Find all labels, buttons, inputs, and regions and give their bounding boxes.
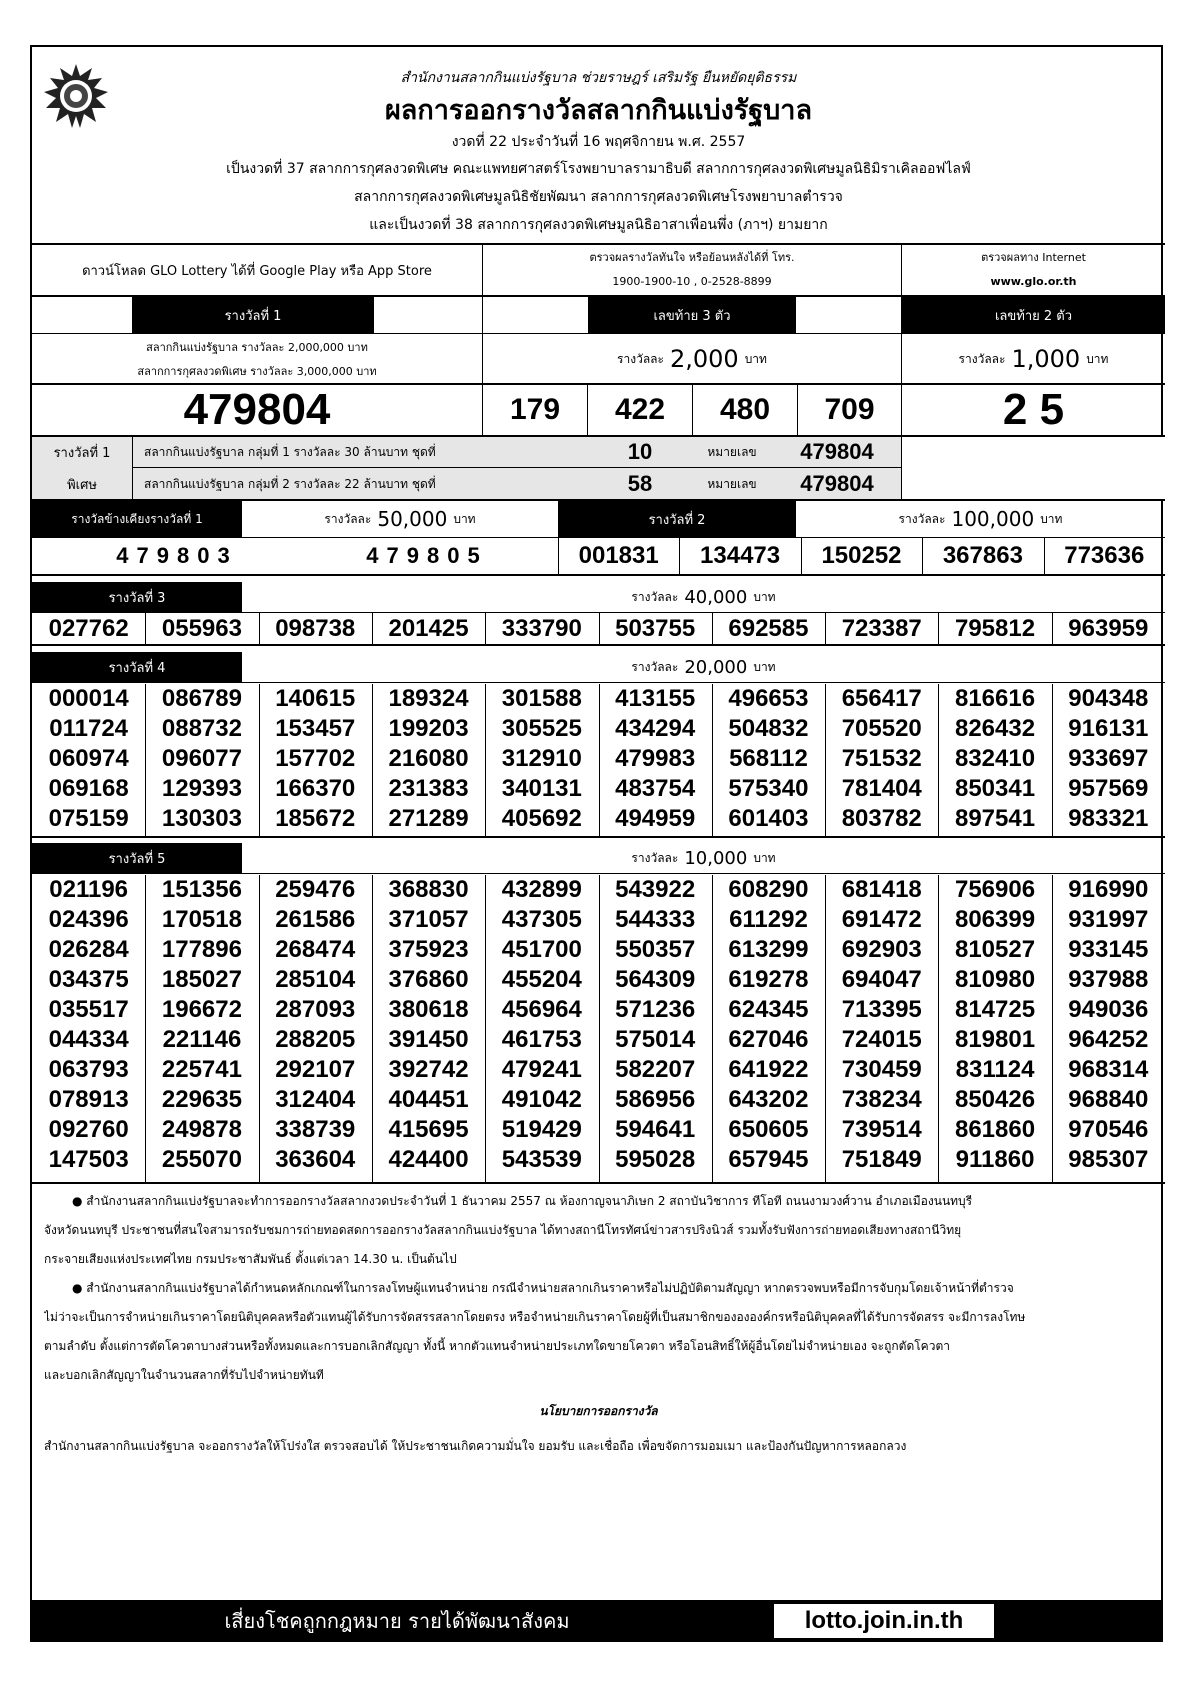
fifth-prize-number: 544333 [615, 906, 696, 933]
fourth-prize-number: 494959 [615, 805, 696, 832]
special-row2-num-label: หมายเลข [707, 476, 757, 491]
third-prize-number: 333790 [501, 614, 582, 642]
fifth-prize-number: 831124 [955, 1056, 1035, 1083]
header-line-3: และเป็นงวดที่ 38 สลากการกุศลงวดพิเศษมูลนิธิอาสาเพื่อนพึ่ง (ภาฯ) ยามยาก [369, 217, 828, 233]
fifth-prize-number: 229635 [161, 1086, 242, 1113]
fifth-prize-number: 026284 [48, 936, 129, 963]
fourth-prize-number: 904348 [1068, 685, 1149, 712]
adjacent-amount [242, 501, 558, 537]
fifth-prize-label: รางวัลที่ 5 [32, 843, 242, 873]
last3-number: 179 [509, 393, 561, 426]
special-row1-number: 479804 [800, 439, 874, 464]
adjacent-number: 479803 [116, 543, 238, 568]
fifth-prize-number: 916990 [1068, 876, 1149, 903]
second-prize-number: 001831 [578, 542, 659, 569]
phone-numbers: 1900-1900-10 , 0-2528-8899 [612, 274, 772, 288]
special-row1-set: 10 [627, 439, 653, 464]
fifth-prize-number: 391450 [388, 1026, 469, 1053]
adjacent-label: รางวัลข้างเคียงรางวัลที่ 1 [32, 501, 242, 537]
fourth-prize-number: 781404 [841, 775, 922, 802]
footer-slogan: เสี่ยงโชคถูกกฎหมาย รายได้พัฒนาสังคม [224, 1609, 570, 1633]
fifth-prize-number: 461753 [501, 1026, 582, 1053]
fourth-prize-number: 601403 [728, 805, 809, 832]
fifth-prize-number: 287093 [275, 996, 356, 1023]
fifth-prize-number: 810980 [954, 966, 1036, 993]
second-amount [796, 501, 1165, 537]
fifth-prize-number: 608290 [728, 876, 809, 903]
fifth-prize-number: 491042 [501, 1086, 582, 1113]
fourth-prize-number: 305525 [501, 715, 582, 742]
fifth-prize-number: 225741 [161, 1056, 242, 1083]
fifth-prize-number: 681418 [841, 876, 922, 903]
third-prize-number: 201425 [388, 614, 469, 642]
fifth-prize-number: 380618 [388, 996, 469, 1023]
note-2-line-2: ไม่ว่าจะเป็นการจำหน่ายเกินราคาโดยนิติบุคคลหรือตัวแทนผู้ได้รับการจัดสรรสลากโดยตรง หรือจำหน่ายเกินราคาโดยผู้ที่เป็นสมาชิกของององค์กรหรือนิติบุคคลที่ได้รับการจัดสรร จะมีการลงโทษ [44, 1310, 1026, 1324]
special-row2-text: สลากกินแบ่งรัฐบาล กลุ่มที่ 2 รางวัลละ 22 ล้านบาท ชุดที่ [144, 477, 436, 491]
fourth-prize-number: 231383 [388, 775, 469, 802]
lottery-result-sheet [30, 45, 1163, 1642]
fifth-prize-number: 021196 [49, 876, 129, 903]
fifth-prize-number: 034375 [48, 966, 129, 993]
last3-amount-value: 2,000 [669, 345, 739, 373]
last3-number: 480 [719, 393, 771, 426]
last2-label: เลขท้าย 2 ตัว [902, 297, 1165, 333]
fifth-amount-prefix: รางวัลละ [631, 850, 679, 865]
fifth-prize-number: 619278 [728, 966, 809, 993]
fifth-prize-number: 404451 [388, 1086, 469, 1113]
fourth-prize-number: 069168 [48, 775, 129, 802]
fourth-prize-number: 957569 [1068, 775, 1149, 802]
last3-amount-prefix: รางวัลละ [617, 351, 664, 366]
fifth-prize-number: 810527 [954, 936, 1036, 963]
second-amount-unit: บาท [1040, 511, 1063, 526]
fourth-prize-number: 312910 [501, 745, 582, 772]
fifth-prize-number: 627046 [728, 1026, 809, 1053]
special-row1-num-label: หมายเลข [707, 444, 757, 459]
second-amount-value: 100,000 [951, 507, 1035, 531]
third-prize-number: 795812 [954, 614, 1036, 642]
fifth-prize-number: 432899 [501, 876, 582, 903]
adjacent-amount-unit: บาท [453, 511, 476, 526]
last3-number: 709 [824, 393, 875, 426]
fifth-prize-number: 415695 [388, 1116, 469, 1143]
fourth-prize-number: 000014 [48, 685, 129, 712]
fourth-prize-number: 983321 [1068, 805, 1149, 832]
fifth-prize-number: 044334 [48, 1026, 129, 1053]
fifth-prize-number: 249878 [161, 1116, 242, 1143]
fifth-prize-number: 931997 [1068, 906, 1149, 933]
fifth-prize-number: 185027 [161, 966, 242, 993]
special-label-1: รางวัลที่ 1 [53, 445, 111, 461]
fifth-prize-number: 806399 [954, 906, 1036, 933]
fourth-prize-number: 575340 [728, 775, 809, 802]
fourth-prize-number: 086789 [161, 685, 242, 712]
fifth-prize-number: 694047 [841, 966, 922, 993]
fourth-prize-number: 011724 [49, 715, 129, 742]
fifth-prize-number: 595028 [615, 1146, 696, 1173]
fifth-amount-unit: บาท [753, 850, 776, 865]
fourth-prize-number: 504832 [728, 715, 809, 742]
fourth-prize-number: 916131 [1068, 715, 1149, 742]
fourth-prize-number: 803782 [841, 805, 922, 832]
fifth-prize-number: 985307 [1068, 1146, 1149, 1173]
fourth-prize-number: 434294 [615, 715, 696, 742]
third-prize-number: 723387 [841, 614, 922, 642]
second-prize-number: 367863 [942, 542, 1023, 569]
fourth-amount-value: 20,000 [684, 656, 748, 678]
fourth-prize-number: 075159 [48, 805, 129, 832]
third-amount [242, 582, 1165, 612]
fifth-prize-number: 363604 [275, 1146, 356, 1173]
policy-title: นโยบายการออกรางวัล [539, 1404, 658, 1418]
last3-number: 422 [614, 393, 666, 426]
fifth-prize-number: 692903 [841, 936, 922, 963]
fourth-prize-number: 897541 [954, 805, 1036, 832]
fifth-prize-number: 582207 [615, 1056, 696, 1083]
fourth-prize-number: 816616 [954, 685, 1036, 712]
fifth-prize-number: 586956 [615, 1086, 696, 1113]
fifth-prize-number: 641922 [728, 1056, 809, 1083]
special-row2-number: 479804 [800, 471, 874, 496]
fourth-prize-number: 157702 [275, 745, 356, 772]
header-line-1: เป็นงวดที่ 37 สลากการกุศลงวดพิเศษ คณะแพทยศาสตร์โรงพยาบาลรามาธิบดี สลากการกุศลงวดพิเศษมูลนิธิมิราเคิลออฟไลฟ์ [226, 161, 971, 177]
fifth-prize-number: 611292 [729, 906, 808, 933]
adjacent-amount-prefix: รางวัลละ [324, 511, 372, 526]
third-prize-number: 098738 [275, 614, 356, 642]
fifth-prize-number: 024396 [48, 906, 129, 933]
first-prize-label: รางวัลที่ 1 [132, 297, 374, 333]
fourth-prize-number: 705520 [841, 715, 922, 742]
fifth-prize-number: 543922 [615, 876, 696, 903]
fifth-prize-number: 751849 [841, 1146, 922, 1173]
fourth-prize-number: 060974 [48, 745, 129, 772]
footer-site: lotto.join.in.th [774, 1604, 994, 1638]
fourth-prize-number: 185672 [275, 805, 356, 832]
fifth-prize-number: 575014 [615, 1026, 696, 1053]
fifth-prize-number: 451700 [501, 936, 582, 963]
fifth-prize-number: 724015 [841, 1026, 922, 1053]
fourth-prize-number: 413155 [615, 685, 696, 712]
policy-text: สำนักงานสลากกินแบ่งรัฐบาล จะออกรางวัลให้โปร่งใส ตรวจสอบได้ ให้ประชาชนเกิดความมั่นใจ ยอมรับ และเชื่อถือ เพื่อขจัดการมอมเมา และป้องกันปัญหาการหลอกลวง [44, 1439, 907, 1453]
adjacent-amount-value: 50,000 [377, 507, 448, 531]
note-2-line-3: ตามลำดับ ตั้งแต่การตัดโควตาบางส่วนหรือทั้งหมดและการบอกเลิกสัญญา ทั้งนี้ หากตัวแทนจำหน่ายประเภทใดขายโควตา หรือโอนสิทธิ์ให้ผู้อื่นโดยไม่จำหน่ายเอง จะถูกตัดโควตา [44, 1339, 950, 1353]
fifth-prize-number: 594641 [615, 1116, 696, 1143]
fourth-prize-number: 271289 [388, 805, 469, 832]
fifth-prize-number: 371057 [388, 906, 469, 933]
fourth-prize-number: 656417 [841, 685, 922, 712]
fifth-amount [242, 843, 1165, 873]
fifth-prize-number: 078913 [48, 1086, 129, 1113]
fifth-prize-number: 063793 [48, 1056, 129, 1083]
fifth-prize-number: 964252 [1068, 1026, 1149, 1053]
last2-amount-unit: บาท [1086, 351, 1109, 366]
fourth-prize-number: 568112 [729, 745, 808, 772]
fifth-prize-number: 288205 [275, 1026, 356, 1053]
fifth-prize-number: 035517 [48, 996, 129, 1023]
fourth-prize-number: 216080 [388, 745, 469, 772]
fifth-prize-number: 571236 [615, 996, 696, 1023]
fifth-prize-number: 147503 [48, 1146, 129, 1173]
note-1-line-3: กระจายเสียงแห่งประเทศไทย กรมประชาสัมพันธ์ ตั้งแต่เวลา 14.30 น. เป็นต้นไป [44, 1252, 457, 1266]
fourth-amount-unit: บาท [753, 659, 776, 674]
org-motto: สำนักงานสลากกินแบ่งรัฐบาล ช่วยราษฎร์ เสริมรัฐ ยืนหยัดยุติธรรม [400, 70, 797, 86]
last3-amount-unit: บาท [744, 351, 767, 366]
fifth-prize-number: 255070 [161, 1146, 242, 1173]
fifth-prize-number: 338739 [275, 1116, 356, 1143]
fifth-prize-number: 376860 [388, 966, 469, 993]
special-label-2: พิเศษ [67, 477, 97, 493]
fifth-prize-number: 756906 [954, 876, 1036, 903]
fifth-prize-number: 196672 [161, 996, 242, 1023]
fifth-prize-number: 691472 [841, 906, 922, 933]
last3-amount [483, 335, 901, 383]
special-row2-set: 58 [627, 471, 653, 496]
fifth-prize-number: 657945 [728, 1146, 809, 1173]
fourth-prize-number: 301588 [501, 685, 582, 712]
fourth-prize-label: รางวัลที่ 4 [32, 652, 242, 682]
last2-number: 2 5 [1002, 385, 1065, 434]
fifth-prize-number: 312404 [275, 1086, 356, 1113]
third-prize-number: 055963 [161, 614, 242, 642]
page-title: ผลการออกรางวัลสลากกินแบ่งรัฐบาล [384, 94, 813, 126]
last2-amount-prefix: รางวัลละ [958, 351, 1006, 366]
fourth-prize-number: 129393 [161, 775, 242, 802]
fifth-prize-number: 268474 [275, 936, 356, 963]
first-prize-sub1: สลากกินแบ่งรัฐบาล รางวัลละ 2,000,000 บาท [146, 341, 368, 354]
fifth-prize-number: 519429 [501, 1116, 582, 1143]
fifth-prize-number: 713395 [841, 996, 922, 1023]
fourth-prize-number: 850341 [954, 775, 1036, 802]
last2-amount [902, 335, 1165, 383]
second-prize-number: 134473 [700, 542, 781, 569]
third-amount-prefix: รางวัลละ [631, 589, 679, 604]
fourth-prize-number: 140615 [275, 685, 356, 712]
third-amount-value: 40,000 [684, 586, 748, 608]
footer-bar [32, 1600, 1163, 1642]
fifth-prize-number: 455204 [501, 966, 582, 993]
first-prize-sub2: สลากการกุศลงวดพิเศษ รางวัลละ 3,000,000 บาท [137, 365, 377, 378]
note-2-line-1: ● สำนักงานสลากกินแบ่งรัฐบาลได้กำหนดหลักเกณฑ์ในการลงโทษผู้แทนจำหน่าย กรณีจำหน่ายสลากเกินราคาหรือไม่ปฏิบัติตามสัญญา หากตรวจพบหรือมีการจับกุมโดยเจ้าหน้าที่ตำรวจ [72, 1281, 1014, 1295]
fifth-prize-number: 368830 [388, 876, 469, 903]
fifth-prize-number: 437305 [501, 906, 582, 933]
fifth-prize-number: 814725 [954, 996, 1036, 1023]
fifth-prize-number: 624345 [728, 996, 809, 1023]
fifth-prize-number: 911860 [955, 1146, 1035, 1173]
download-info: ดาวน์โหลด GLO Lottery ได้ที่ Google Play หรือ App Store [82, 263, 432, 279]
fifth-prize-number: 550357 [615, 936, 696, 963]
fourth-amount [242, 652, 1165, 682]
fifth-prize-number: 392742 [388, 1056, 469, 1083]
internet-label: ตรวจผลทาง Internet [981, 251, 1086, 264]
special-row1-text: สลากกินแบ่งรัฐบาล กลุ่มที่ 1 รางวัลละ 30 ล้านบาท ชุดที่ [144, 445, 436, 459]
second-amount-prefix: รางวัลละ [898, 511, 946, 526]
last3-label: เลขท้าย 3 ตัว [588, 297, 796, 333]
fifth-prize-number: 861860 [954, 1116, 1036, 1143]
fifth-prize-number: 738234 [841, 1086, 922, 1113]
third-prize-label: รางวัลที่ 3 [32, 582, 242, 612]
note-1-line-1: ● สำนักงานสลากกินแบ่งรัฐบาลจะทำการออกรางวัลสลากงวดประจำวันที่ 1 ธันวาคม 2557 ณ ห้องกาญจนาภิเษก 2 สถาบันวิชาการ ทีโอที ถนนงามวงศ์วาน อำเภอเมืองนนทบุรี [72, 1194, 973, 1208]
last2-amount-value: 1,000 [1011, 345, 1081, 373]
internet-url: www.glo.or.th [990, 274, 1077, 288]
fourth-prize-number: 096077 [161, 745, 242, 772]
third-prize-number: 963959 [1068, 614, 1149, 642]
fourth-prize-number: 496653 [728, 685, 809, 712]
fourth-prize-number: 479983 [615, 745, 696, 772]
fifth-prize-number: 970546 [1068, 1116, 1149, 1143]
note-1-line-2: จังหวัดนนทบุรี ประชาชนที่สนใจสามารถรับชมการถ่ายทอดสดการออกรางวัลสลากกินแบ่งรัฐบาล ได้ทางสถานีโทรทัศน์ข่าวสารปริงนิวส์ รวมทั้งรับฟังการถ่ายทอดเสียงทางสถานีวิทยุ [44, 1223, 962, 1237]
fifth-prize-number: 650605 [728, 1116, 809, 1143]
fourth-prize-number: 340131 [501, 775, 582, 802]
fourth-amount-prefix: รางวัลละ [631, 659, 679, 674]
fifth-prize-number: 937988 [1068, 966, 1149, 993]
header-line-2: สลากการกุศลงวดพิเศษมูลนิธิชัยพัฒนา สลากการกุศลงวดพิเศษโรงพยาบาลตำรวจ [354, 189, 843, 205]
fifth-prize-number: 850426 [954, 1086, 1036, 1113]
second-prize-number: 773636 [1064, 542, 1145, 569]
fifth-prize-number: 564309 [615, 966, 696, 993]
fourth-prize-number: 483754 [615, 775, 696, 802]
fourth-prize-number: 189324 [388, 685, 469, 712]
second-prize-number: 150252 [821, 542, 902, 569]
fifth-prize-number: 259476 [275, 876, 356, 903]
draw-info: งวดที่ 22 ประจำวันที่ 16 พฤศจิกายน พ.ศ. 2557 [451, 134, 746, 150]
fifth-prize-number: 375923 [388, 936, 469, 963]
third-prize-number: 692585 [728, 614, 809, 642]
fifth-prize-number: 285104 [275, 966, 356, 993]
fourth-prize-number: 088732 [161, 715, 242, 742]
fourth-prize-number: 751532 [841, 745, 922, 772]
fifth-prize-number: 170518 [161, 906, 242, 933]
fifth-prize-number: 543539 [501, 1146, 582, 1173]
fifth-prize-number: 292107 [275, 1056, 356, 1083]
third-prize-number: 503755 [615, 614, 696, 642]
fifth-prize-number: 739514 [841, 1116, 922, 1143]
fifth-prize-number: 613299 [728, 936, 809, 963]
fourth-prize-number: 832410 [954, 745, 1036, 772]
fifth-prize-number: 221146 [162, 1026, 242, 1053]
fourth-prize-number: 199203 [388, 715, 469, 742]
fifth-prize-number: 730459 [841, 1056, 922, 1083]
fourth-prize-number: 933697 [1068, 745, 1149, 772]
fourth-prize-number: 153457 [275, 715, 356, 742]
note-2-line-4: และบอกเลิกสัญญาในจำนวนสลากที่รับไปจำหน่ายทันที [44, 1368, 324, 1382]
fifth-prize-number: 968840 [1068, 1086, 1149, 1113]
fourth-prize-number: 130303 [161, 805, 242, 832]
fifth-prize-number: 424400 [388, 1146, 469, 1173]
fifth-prize-number: 643202 [728, 1086, 809, 1113]
fifth-prize-number: 819801 [954, 1026, 1036, 1053]
fifth-prize-number: 177896 [161, 936, 242, 963]
fifth-prize-number: 949036 [1068, 996, 1149, 1023]
fourth-prize-number: 826432 [954, 715, 1036, 742]
fourth-prize-number: 166370 [275, 775, 356, 802]
phone-label: ตรวจผลรางวัลทันใจ หรือย้อนหลังได้ที่ โทร. [589, 251, 795, 264]
fifth-prize-number: 968314 [1068, 1056, 1149, 1083]
adjacent-number: 479805 [366, 543, 488, 568]
second-prize-label: รางวัลที่ 2 [558, 501, 796, 537]
first-prize-number: 479804 [183, 385, 331, 434]
fifth-prize-number: 456964 [501, 996, 582, 1023]
fifth-prize-number: 479241 [501, 1056, 582, 1083]
fifth-prize-number: 261586 [275, 906, 356, 933]
third-amount-unit: บาท [753, 589, 776, 604]
fifth-prize-number: 092760 [48, 1116, 129, 1143]
fifth-prize-number: 151356 [161, 876, 242, 903]
fifth-prize-number: 933145 [1068, 936, 1149, 963]
fourth-prize-number: 405692 [501, 805, 582, 832]
fifth-amount-value: 10,000 [684, 847, 748, 869]
third-prize-number: 027762 [48, 614, 129, 642]
